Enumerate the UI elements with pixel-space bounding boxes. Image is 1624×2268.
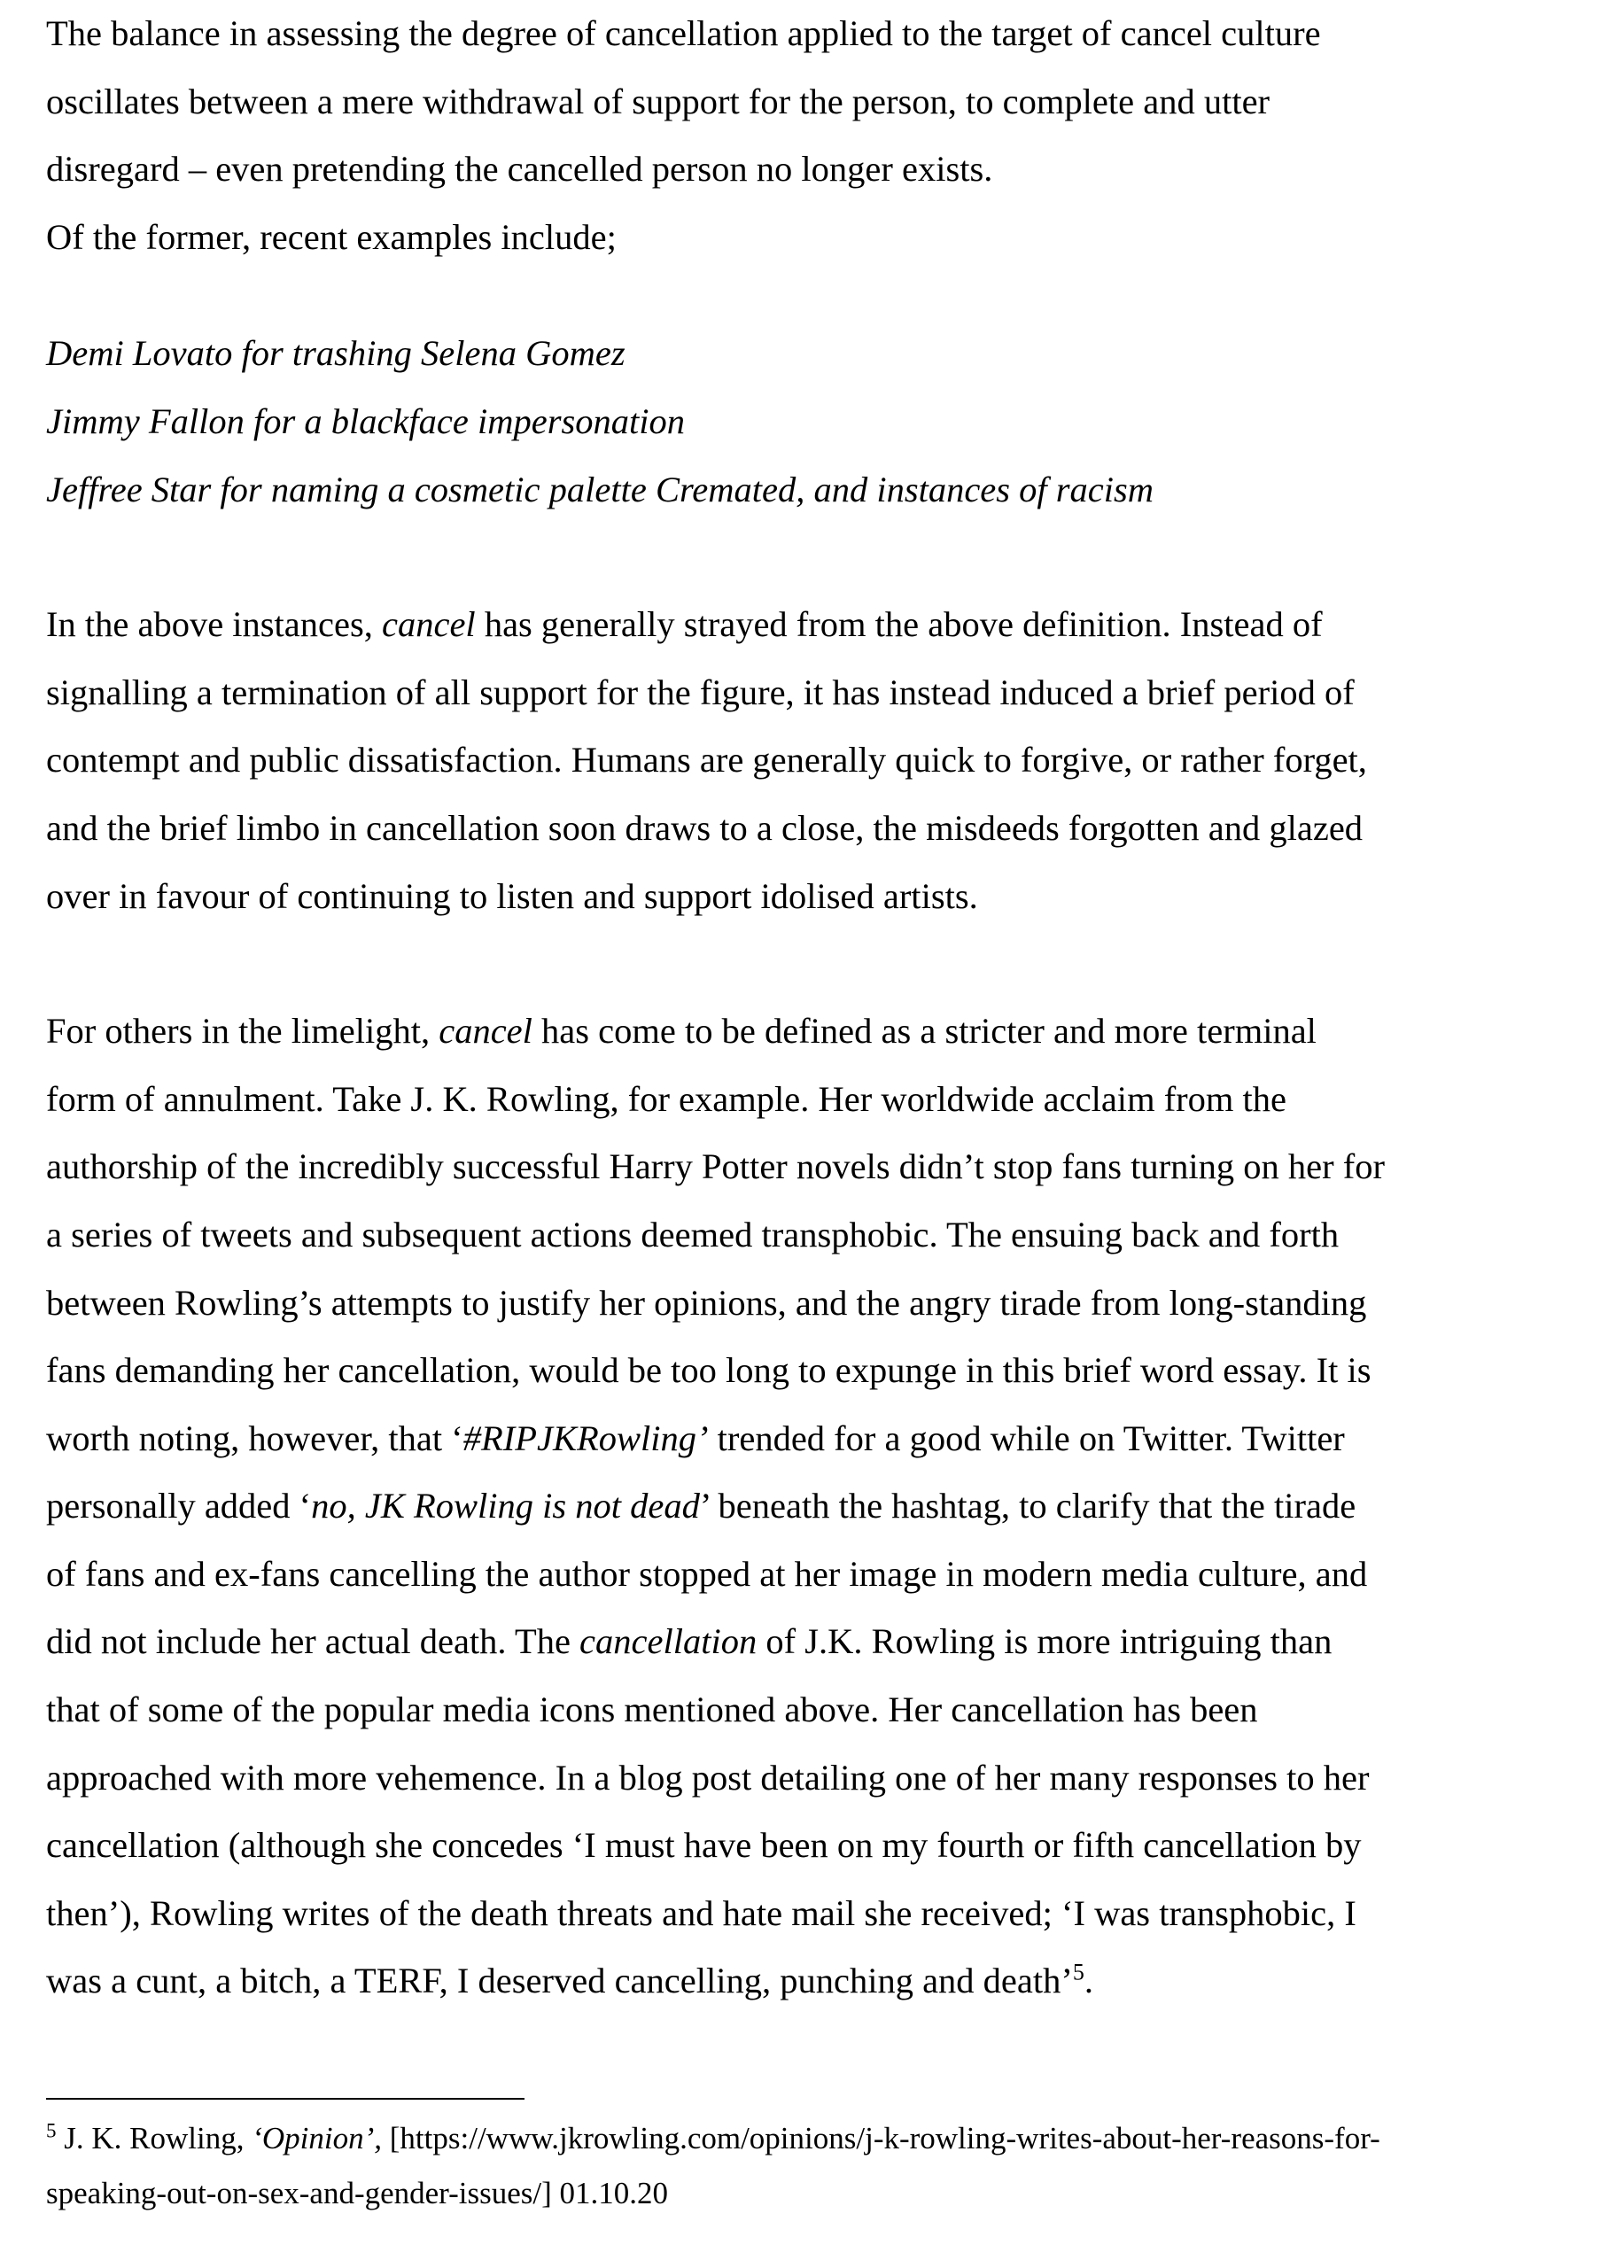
- text-line: For others in the limelight, cancel has come to be defined as a stricter and more terminal: [46, 1011, 1317, 1052]
- text-line: between Rowling’s attempts to justify her opinions, and the angry tirade from long-standing: [46, 1282, 1367, 1323]
- text-line: then’), Rowling writes of the death threats and hate mail she received; ‘I was transphobic, I: [46, 1892, 1356, 1933]
- footnote-divider: [46, 2098, 524, 2100]
- example-item: Jeffree Star for naming a cosmetic palette Cremated, and instances of racism: [46, 469, 1154, 509]
- text-line: did not include her actual death. The cancellation of J.K. Rowling is more intriguing than: [46, 1621, 1333, 1662]
- text-line: over in favour of continuing to listen and support idolised artists.: [46, 875, 978, 916]
- hashtag: #RIPJKRowling’: [462, 1418, 709, 1458]
- text-line: authorship of the incredibly successful Harry Potter novels didn’t stop fans turning on her for: [46, 1146, 1385, 1187]
- text-line: The balance in assessing the degree of cancellation applied to the target of cancel culture: [46, 13, 1321, 53]
- emphasis: cancel: [382, 604, 476, 645]
- text-line: oscillates between a mere withdrawal of support for the person, to complete and utter: [46, 81, 1270, 121]
- text-line: cancellation (although she concedes ‘I must have been on my fourth or fifth cancellation by: [46, 1825, 1362, 1866]
- footnote-line: $^5$ J. K. Rowling, ‘Opinion’, [https://www.jkrowling.com/opinions/j-k-rowling-writes-about-her-reasons-for-: [46, 2119, 1380, 2155]
- text-line: In the above instances, cancel has generally strayed from the above definition. Instead of: [46, 604, 1323, 645]
- text-line: form of annulment. Take J. K. Rowling, for example. Her worldwide acclaim from the: [46, 1078, 1287, 1119]
- text-line: Of the former, recent examples include;: [46, 216, 617, 257]
- text-line: worth noting, however, that ‘#RIPJKRowling’ trended for a good while on Twitter. Twitter: [46, 1418, 1345, 1458]
- text-line: that of some of the popular media icons mentioned above. Her cancellation has been: [46, 1689, 1258, 1730]
- text-line: contempt and public dissatisfaction. Humans are generally quick to forgive, or rather forget,: [46, 740, 1367, 781]
- emphasis: cancel: [439, 1011, 532, 1052]
- examples-list: [46, 320, 1552, 524]
- text-line: personally added ‘no, JK Rowling is not dead’ beneath the hashtag, to clarify that the tirade: [46, 1486, 1356, 1526]
- text-line: signalling a termination of all support for the figure, it has instead induced a brief period of: [46, 672, 1355, 712]
- footnote-title: ‘Opinion’,: [252, 2121, 383, 2155]
- emphasis: no, JK Rowling is not dead: [311, 1486, 700, 1526]
- paragraph-rowling: [46, 998, 1552, 2016]
- emphasis: cancellation: [579, 1621, 758, 1662]
- footnote-line: speaking-out-on-sex-and-gender-issues/] 01.10.20: [46, 2176, 669, 2210]
- paragraph-above-instances: [46, 591, 1552, 930]
- text-line: of fans and ex-fans cancelling the author stopped at her image in modern media culture, and: [46, 1553, 1368, 1594]
- paragraph-intro: [46, 0, 1552, 271]
- footnote: [46, 2111, 1570, 2221]
- example-item: Demi Lovato for trashing Selena Gomez: [46, 333, 626, 374]
- text-line: fans demanding her cancellation, would be too long to expunge in this brief word essay. It is: [46, 1350, 1371, 1391]
- text-line: was a cunt, a bitch, a TERF, I deserved cancelling, punching and death’$^5$.: [46, 1959, 1094, 2001]
- text-line: approached with more vehemence. In a blog post detailing one of her many responses to her: [46, 1757, 1370, 1798]
- example-item: Jimmy Fallon for a blackface impersonation: [46, 400, 685, 441]
- footnote-marker: 5: [46, 2119, 57, 2142]
- footnote-ref: 5: [1072, 1959, 1084, 1985]
- text-line: disregard – even pretending the cancelled person no longer exists.: [46, 149, 993, 190]
- document-body: [46, 0, 1552, 2016]
- text-line: a series of tweets and subsequent actions deemed transphobic. The ensuing back and forth: [46, 1214, 1340, 1254]
- text-line: and the brief limbo in cancellation soon draws to a close, the misdeeds forgotten and glazed: [46, 807, 1364, 848]
